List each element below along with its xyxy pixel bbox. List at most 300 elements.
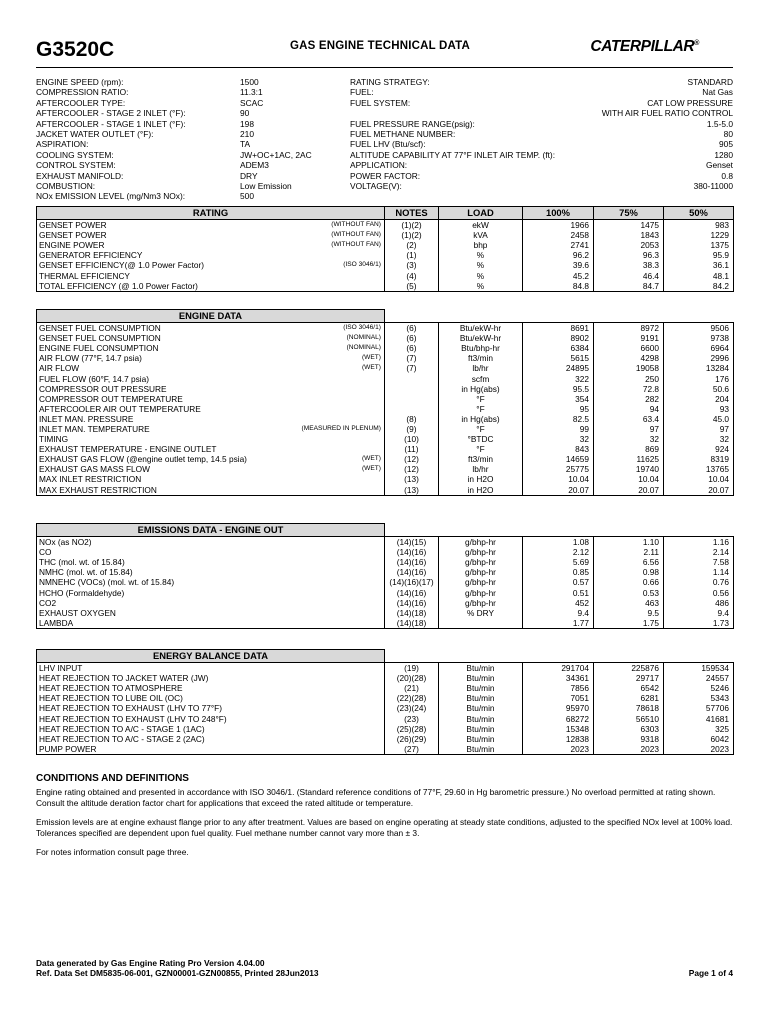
row-unit: g/bhp-hr — [439, 598, 523, 608]
table-row — [37, 404, 734, 414]
spec-label: COOLING SYSTEM: — [36, 149, 114, 160]
row-description — [37, 373, 385, 383]
row-description — [37, 230, 385, 240]
value-50: 1375 — [664, 240, 734, 250]
row-unit: ft3/min — [439, 353, 523, 363]
spec-label: VOLTAGE(V): — [350, 180, 402, 191]
row-notes: (10) — [385, 434, 439, 444]
row-notes: (12) — [385, 454, 439, 464]
table-row — [37, 260, 734, 270]
row-notes: (27) — [385, 744, 439, 755]
value-50: 1229 — [664, 230, 734, 240]
caterpillar-logo — [590, 38, 699, 56]
value-50: 9738 — [664, 333, 734, 343]
row-unit: Btu/min — [439, 693, 523, 703]
value-50: 1.16 — [664, 537, 734, 548]
table-row — [37, 673, 734, 683]
row-label: EXHAUST OXYGEN — [39, 607, 116, 618]
value-100: 15348 — [523, 724, 594, 734]
table-row — [37, 703, 734, 713]
table-row — [37, 598, 734, 608]
column-header-75: 75% — [594, 207, 664, 220]
row-label: EXHAUST GAS FLOW (@engine outlet temp, 14.5 psia) — [39, 454, 247, 465]
spec-row — [36, 98, 733, 108]
spec-row — [36, 77, 733, 87]
value-100: 2023 — [523, 744, 594, 755]
row-description — [37, 663, 385, 674]
table-header-row — [37, 524, 734, 537]
table-row — [37, 394, 734, 404]
spec-label: RATING STRATEGY: — [350, 77, 430, 87]
value-75: 9191 — [594, 333, 664, 343]
row-notes: (22)(28) — [385, 693, 439, 703]
row-unit: % — [439, 281, 523, 292]
row-unit: % DRY — [439, 608, 523, 618]
spec-value: 90 — [240, 108, 250, 119]
engine-model: G3520C — [36, 38, 115, 61]
value-100: 34361 — [523, 673, 594, 683]
row-label: TOTAL EFFICIENCY (@ 1.0 Power Factor) — [39, 280, 198, 291]
column-header-50: 50% — [664, 207, 734, 220]
row-notes: (13) — [385, 485, 439, 496]
row-unit: bhp — [439, 240, 523, 250]
header-spacer — [594, 650, 664, 663]
value-100: 291704 — [523, 663, 594, 674]
value-75: 1843 — [594, 230, 664, 240]
row-unit: Btu/min — [439, 744, 523, 755]
value-100: 10.04 — [523, 474, 594, 484]
row-unit: °F — [439, 444, 523, 454]
spec-label: FUEL: — [350, 87, 374, 98]
table-row — [37, 444, 734, 454]
value-100: 24895 — [523, 363, 594, 373]
table-row — [37, 373, 734, 383]
spec-value: 1.5-5.0 — [706, 118, 733, 129]
row-unit: °BTDC — [439, 434, 523, 444]
value-100: 96.2 — [523, 250, 594, 260]
energy-balance-table — [36, 649, 734, 755]
value-75: 72.8 — [594, 384, 664, 394]
value-75: 1475 — [594, 220, 664, 231]
row-notes: (14)(18) — [385, 608, 439, 618]
row-qualifier: (WET) — [361, 465, 381, 473]
spec-value: 0.8 — [721, 170, 733, 181]
row-notes: (21) — [385, 683, 439, 693]
row-unit: g/bhp-hr — [439, 557, 523, 567]
row-description — [37, 577, 385, 587]
row-qualifier: (NOMINAL) — [346, 334, 381, 342]
value-50: 5246 — [664, 683, 734, 693]
row-description — [37, 384, 385, 394]
row-notes — [385, 394, 439, 404]
row-label: THC (mol. wt. of 15.84) — [39, 557, 125, 568]
row-label: LAMBDA — [39, 617, 74, 628]
spec-label: FUEL METHANE NUMBER: — [350, 128, 456, 139]
row-unit: kVA — [439, 230, 523, 240]
value-100: 7051 — [523, 693, 594, 703]
row-label: NOx (as NO2) — [39, 537, 92, 548]
row-label: CO — [39, 547, 52, 558]
row-notes: (5) — [385, 281, 439, 292]
spec-row — [36, 129, 733, 139]
value-75: 869 — [594, 444, 664, 454]
row-notes: (11) — [385, 444, 439, 454]
brand-name: CATERPILLAR — [590, 38, 695, 55]
spec-label: JACKET WATER OUTLET (°F): — [36, 128, 154, 139]
spec-label: ALTITUDE CAPABILITY AT 77°F INLET AIR TEMP. (ft): — [350, 149, 556, 160]
value-50: 6964 — [664, 343, 734, 353]
value-75: 9318 — [594, 734, 664, 744]
row-description — [37, 250, 385, 260]
spec-row — [36, 181, 733, 191]
column-header-load: LOAD — [439, 207, 523, 220]
table-row — [37, 663, 734, 674]
spec-row — [36, 139, 733, 149]
value-75: 225876 — [594, 663, 664, 674]
header-rule — [36, 67, 733, 68]
row-notes: (23)(24) — [385, 703, 439, 713]
row-label: INLET MAN. TEMPERATURE — [39, 423, 150, 434]
row-notes: (25)(28) — [385, 724, 439, 734]
value-75: 10.04 — [594, 474, 664, 484]
spec-value: JW+OC+1AC, 2AC — [240, 149, 312, 160]
value-50: 7.58 — [664, 557, 734, 567]
value-50: 325 — [664, 724, 734, 734]
value-100: 8691 — [523, 323, 594, 334]
row-label: TIMING — [39, 434, 69, 445]
spec-label: FUEL PRESSURE RANGE(psig): — [350, 118, 475, 129]
conditions-section — [36, 774, 733, 866]
row-description — [37, 424, 385, 434]
value-100: 0.51 — [523, 587, 594, 597]
value-100: 9.4 — [523, 608, 594, 618]
notes-reference: For notes information consult page three. — [36, 847, 189, 858]
spec-value: WITH AIR FUEL RATIO CONTROL — [601, 108, 733, 119]
row-label: AIR FLOW (77°F, 14.7 psia) — [39, 353, 142, 364]
value-75: 6600 — [594, 343, 664, 353]
table-row — [37, 270, 734, 280]
row-description — [37, 343, 385, 353]
value-50: 13765 — [664, 464, 734, 474]
row-notes: (3) — [385, 260, 439, 270]
row-unit: in H2O — [439, 485, 523, 496]
header-spacer — [523, 650, 594, 663]
row-notes: (1) — [385, 250, 439, 260]
row-label: HEAT REJECTION TO LUBE OIL (OC) — [39, 693, 183, 704]
table-row — [37, 250, 734, 260]
row-unit: Btu/bhp-hr — [439, 343, 523, 353]
value-50: 0.76 — [664, 577, 734, 587]
value-100: 99 — [523, 424, 594, 434]
header-spacer — [523, 310, 594, 323]
spec-label: FUEL LHV (Btu/scf): — [350, 139, 426, 150]
value-50: 0.56 — [664, 587, 734, 597]
row-notes: (12) — [385, 464, 439, 474]
row-unit: in Hg(abs) — [439, 414, 523, 424]
row-label: GENSET EFFICIENCY(@ 1.0 Power Factor) — [39, 260, 205, 271]
value-75: 2053 — [594, 240, 664, 250]
spec-row — [36, 171, 733, 181]
value-75: 0.66 — [594, 577, 664, 587]
table-row — [37, 577, 734, 587]
header-spacer — [385, 524, 439, 537]
value-100: 12838 — [523, 734, 594, 744]
column-header-notes: NOTES — [385, 207, 439, 220]
datasheet-page — [36, 36, 733, 979]
row-notes — [385, 373, 439, 383]
row-label: HEAT REJECTION TO ATMOSPHERE — [39, 683, 183, 694]
spec-label: FUEL SYSTEM: — [350, 97, 411, 108]
spec-label: CONTROL SYSTEM: — [36, 160, 116, 171]
table-row — [37, 454, 734, 464]
row-notes: (26)(29) — [385, 734, 439, 744]
value-100: 1.77 — [523, 618, 594, 629]
row-qualifier: (NOMINAL) — [346, 344, 381, 352]
table-row — [37, 587, 734, 597]
row-notes — [385, 404, 439, 414]
table-header-row — [37, 650, 734, 663]
row-label: LHV INPUT — [39, 663, 83, 674]
table-row — [37, 333, 734, 343]
value-75: 19058 — [594, 363, 664, 373]
row-description — [37, 567, 385, 577]
row-description — [37, 744, 385, 755]
table-row — [37, 485, 734, 496]
spec-value: CAT LOW PRESSURE — [647, 97, 733, 108]
row-qualifier: (WITHOUT FAN) — [331, 241, 381, 249]
spec-row — [36, 119, 733, 129]
row-qualifier: (MEASURED IN PLENUM) — [301, 424, 381, 432]
row-label: FUEL FLOW (60°F, 14.7 psia) — [39, 373, 149, 384]
value-50: 50.6 — [664, 384, 734, 394]
value-100: 322 — [523, 373, 594, 383]
row-description — [37, 724, 385, 734]
column-header-100: 100% — [523, 207, 594, 220]
row-unit: g/bhp-hr — [439, 537, 523, 548]
value-75: 2.11 — [594, 547, 664, 557]
document-title: GAS ENGINE TECHNICAL DATA — [290, 40, 471, 52]
row-qualifier: (WET) — [361, 354, 381, 362]
row-label: MAX INLET RESTRICTION — [39, 474, 142, 485]
row-qualifier: (WET) — [361, 364, 381, 372]
header-spacer — [439, 524, 523, 537]
table-row — [37, 343, 734, 353]
row-label: HEAT REJECTION TO A/C - STAGE 1 (1AC) — [39, 723, 205, 734]
value-75: 97 — [594, 424, 664, 434]
row-notes: (8) — [385, 414, 439, 424]
value-50: 5343 — [664, 693, 734, 703]
row-notes: (1)(2) — [385, 220, 439, 231]
value-75: 29717 — [594, 673, 664, 683]
value-75: 96.3 — [594, 250, 664, 260]
value-50: 6042 — [664, 734, 734, 744]
table-row — [37, 363, 734, 373]
value-100: 0.85 — [523, 567, 594, 577]
row-notes: (14)(16) — [385, 557, 439, 567]
value-75: 282 — [594, 394, 664, 404]
value-100: 82.5 — [523, 414, 594, 424]
table-row — [37, 464, 734, 474]
row-label: HEAT REJECTION TO EXHAUST (LHV TO 77°F) — [39, 703, 222, 714]
row-description — [37, 434, 385, 444]
header-spacer — [664, 650, 734, 663]
spec-value: 210 — [240, 128, 254, 139]
row-description — [37, 673, 385, 683]
value-100: 8902 — [523, 333, 594, 343]
value-75: 19740 — [594, 464, 664, 474]
value-75: 46.4 — [594, 270, 664, 280]
row-notes: (7) — [385, 363, 439, 373]
value-50: 57706 — [664, 703, 734, 713]
row-description — [37, 394, 385, 404]
value-50: 2.14 — [664, 547, 734, 557]
spec-value: STANDARD — [687, 77, 733, 87]
header-spacer — [664, 310, 734, 323]
value-75: 1.75 — [594, 618, 664, 629]
row-description — [37, 353, 385, 363]
table-row — [37, 618, 734, 629]
value-100: 95 — [523, 404, 594, 414]
spec-value: ADEM3 — [240, 160, 269, 171]
value-75: 63.4 — [594, 414, 664, 424]
row-qualifier: (WET) — [361, 455, 381, 463]
value-50: 159534 — [664, 663, 734, 674]
value-75: 6.56 — [594, 557, 664, 567]
row-description — [37, 454, 385, 464]
row-unit: Btu/min — [439, 713, 523, 723]
spec-value: 80 — [723, 128, 733, 139]
row-unit: Btu/min — [439, 683, 523, 693]
value-100: 5615 — [523, 353, 594, 363]
value-75: 84.7 — [594, 281, 664, 292]
table-header-row — [37, 310, 734, 323]
row-description — [37, 587, 385, 597]
value-75: 32 — [594, 434, 664, 444]
row-label: AIR FLOW — [39, 363, 80, 374]
table-row — [37, 724, 734, 734]
row-unit: Btu/min — [439, 673, 523, 683]
spec-row — [36, 108, 733, 118]
row-qualifier: (WITHOUT FAN) — [331, 231, 381, 239]
row-notes: (6) — [385, 343, 439, 353]
row-description — [37, 598, 385, 608]
row-unit: Btu/ekW-hr — [439, 323, 523, 334]
engine-specs — [36, 77, 733, 202]
value-50: 84.2 — [664, 281, 734, 292]
row-label: ENGINE POWER — [39, 240, 105, 251]
value-100: 45.2 — [523, 270, 594, 280]
spec-label: AFTERCOOLER TYPE: — [36, 97, 126, 108]
row-label: GENSET POWER — [39, 230, 107, 241]
spec-value: 11.3:1 — [240, 87, 263, 98]
spec-value: 380-11000 — [693, 180, 733, 191]
row-label: HEAT REJECTION TO EXHAUST (LHV TO 248°F) — [39, 713, 227, 724]
row-label: GENSET FUEL CONSUMPTION — [39, 323, 161, 334]
row-description — [37, 220, 385, 231]
value-50: 48.1 — [664, 270, 734, 280]
value-50: 2023 — [664, 744, 734, 755]
header-spacer — [385, 650, 439, 663]
row-unit: lb/hr — [439, 363, 523, 373]
row-description — [37, 464, 385, 474]
spec-value: 905 — [719, 139, 733, 150]
row-notes: (23) — [385, 713, 439, 723]
value-50: 924 — [664, 444, 734, 454]
row-description — [37, 270, 385, 280]
table-row — [37, 608, 734, 618]
row-qualifier: (ISO 3046/1) — [343, 261, 381, 269]
spec-value: Low Emission — [240, 180, 292, 191]
row-unit: scfm — [439, 373, 523, 383]
row-description — [37, 683, 385, 693]
row-unit: % — [439, 270, 523, 280]
row-label: HCHO (Formaldehyde) — [39, 587, 125, 598]
emissions-note-paragraph: Emission levels are at engine exhaust flange prior to any after treatment. Values are based on engine operating at steady state conditions, adjusted to the specified NOx level at 100% load. Tolerances specified are dependent upon fuel quality. Fuel methane number cannot vary more than ± 3. — [36, 817, 733, 838]
table-row — [37, 683, 734, 693]
table-row — [37, 744, 734, 755]
row-notes: (19) — [385, 663, 439, 674]
row-label: HEAT REJECTION TO A/C - STAGE 2 (2AC) — [39, 733, 205, 744]
row-unit: % — [439, 250, 523, 260]
row-notes: (14)(16) — [385, 587, 439, 597]
row-description — [37, 404, 385, 414]
row-label: EXHAUST TEMPERATURE - ENGINE OUTLET — [39, 444, 217, 455]
table-row — [37, 434, 734, 444]
row-notes — [385, 384, 439, 394]
header-spacer — [594, 524, 664, 537]
value-75: 9.5 — [594, 608, 664, 618]
spec-label: EXHAUST MANIFOLD: — [36, 170, 124, 181]
row-label: PUMP POWER — [39, 743, 97, 754]
row-unit: in Hg(abs) — [439, 384, 523, 394]
footer — [36, 958, 733, 979]
value-100: 14659 — [523, 454, 594, 464]
table-row — [37, 323, 734, 334]
row-unit — [439, 618, 523, 629]
value-50: 1.14 — [664, 567, 734, 577]
row-description — [37, 547, 385, 557]
value-100: 354 — [523, 394, 594, 404]
table-row — [37, 424, 734, 434]
row-description — [37, 618, 385, 629]
value-75: 94 — [594, 404, 664, 414]
value-50: 24557 — [664, 673, 734, 683]
header-spacer — [664, 524, 734, 537]
spec-label: COMPRESSION RATIO: — [36, 87, 129, 98]
spec-row — [36, 87, 733, 97]
value-50: 36.1 — [664, 260, 734, 270]
row-description — [37, 474, 385, 484]
row-unit: Btu/min — [439, 734, 523, 744]
value-50: 20.07 — [664, 485, 734, 496]
header-spacer — [523, 524, 594, 537]
value-50: 9506 — [664, 323, 734, 334]
value-100: 25775 — [523, 464, 594, 474]
value-75: 11625 — [594, 454, 664, 464]
conditions-paragraph: Engine rating obtained and presented in accordance with ISO 3046/1. (Standard reference conditions of 77°F, 29.60 in Hg barometric pressure.) No overload permitted at rating shown. Consult the altitude deration factor chart for applications that exceed the rated altitude or temperature. — [36, 787, 716, 808]
value-100: 6384 — [523, 343, 594, 353]
value-75: 2023 — [594, 744, 664, 755]
value-50: 41681 — [664, 713, 734, 723]
spec-value: SCAC — [240, 97, 264, 108]
row-unit: g/bhp-hr — [439, 567, 523, 577]
section-title: RATING — [37, 207, 385, 220]
row-notes: (2) — [385, 240, 439, 250]
value-100: 32 — [523, 434, 594, 444]
row-unit: g/bhp-hr — [439, 547, 523, 557]
table-row — [37, 474, 734, 484]
spec-value: DRY — [240, 170, 258, 181]
